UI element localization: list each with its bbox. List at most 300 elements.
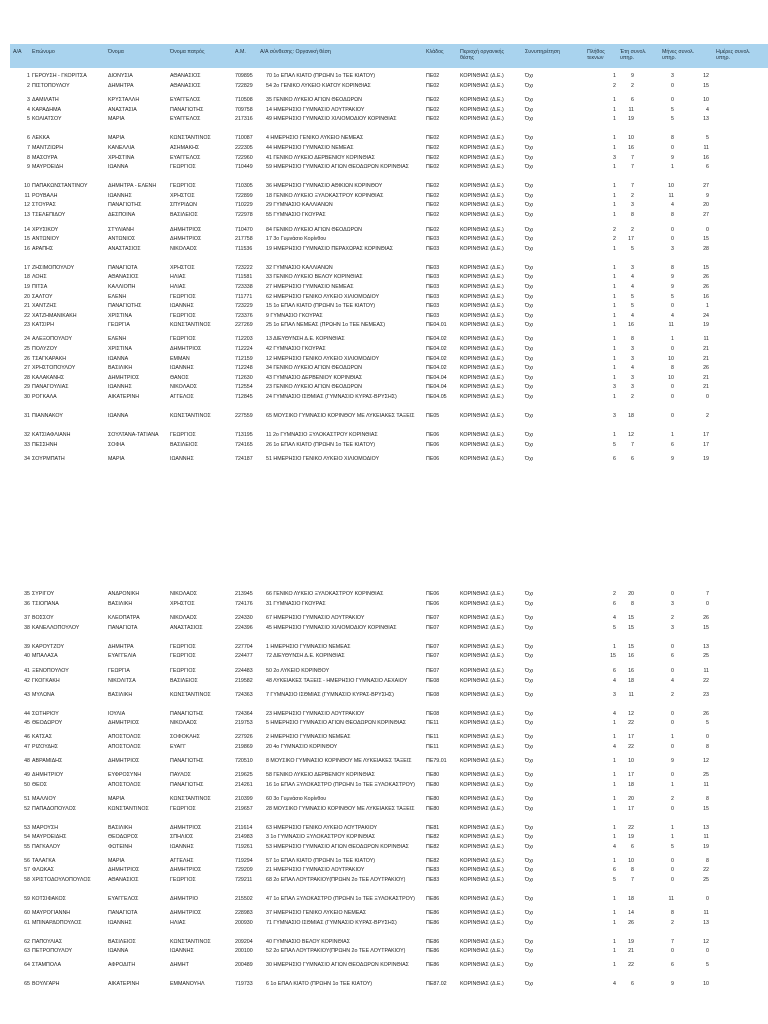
cell-aa: 32 <box>24 432 30 438</box>
cell-branch: ΠΕ08 <box>426 677 440 684</box>
cell-children: 1 <box>613 834 616 841</box>
cell-years: 2 <box>631 82 634 89</box>
cell-branch: ΠΕ06 <box>426 456 440 463</box>
cell-children: 1 <box>613 135 616 142</box>
cell-coexistence: Όχι <box>525 212 534 218</box>
cell-years: 19 <box>628 834 634 841</box>
cell-children: 3 <box>613 413 616 419</box>
cell-position: 27 ΗΜΕΡΗΣΙΟ ΓΥΜΝΑΣΙΟ ΝΕΜΕΑΣ <box>266 284 354 290</box>
cell-children: 1 <box>613 97 616 104</box>
cell-surname: ΡΟΥΒΑΛΗ <box>32 192 58 199</box>
cell-days: 8 <box>706 743 709 750</box>
cell-father-name: ΠΑΝΑΓΙΩΤΗΣ <box>170 758 204 765</box>
cell-father-name: ΚΩΝΣΤΑΝΤΙΝΟΣ <box>170 938 211 945</box>
cell-surname: ΘΕΟΣ <box>32 782 48 788</box>
cell-branch: ΠΕ82 <box>426 834 440 841</box>
cell-branch: ΠΕ05 <box>426 413 440 419</box>
cell-position: 44 ΗΜΕΡΗΣΙΟ ΓΥΜΝΑΣΙΟ ΝΕΜΕΑΣ <box>266 145 354 151</box>
cell-branch: ΠΕ07 <box>426 615 440 622</box>
cell-days: 11 <box>703 668 709 674</box>
header-coexistence: Συνυπηρέτηση <box>525 49 560 55</box>
cell-position: 42 ΓΥΜΝΑΣΙΟ ΓΚΟΥΡΑΣ <box>266 346 326 352</box>
cell-region: ΚΟΡΙΝΘΙΑΣ (Δ.Ε.) <box>460 758 504 765</box>
cell-days: 12 <box>703 938 709 945</box>
cell-years: 3 <box>631 374 634 381</box>
cell-children: 6 <box>613 456 616 463</box>
cell-name: ΒΑΣΙΛΙΚΗ <box>108 600 133 607</box>
cell-children: 4 <box>613 981 616 988</box>
cell-children: 1 <box>613 303 616 310</box>
cell-branch: ΠΕ04.02 <box>426 336 447 343</box>
cell-surname: ΜΠΑΛΑΣΑ <box>32 653 58 660</box>
cell-surname: ΔΗΜΗΤΡΙΟΥ <box>32 772 64 779</box>
cell-am: 711581 <box>235 274 253 281</box>
cell-name: ΔΕΣΠΟΙΝΑ <box>108 212 136 218</box>
cell-name: ΜΑΡΙΑ <box>108 857 125 864</box>
table-row <box>10 783 768 795</box>
cell-children: 1 <box>613 948 616 955</box>
cell-years: 19 <box>628 938 634 945</box>
cell-days: 19 <box>703 456 709 463</box>
cell-name: ΠΑΝΑΓΙΩΤΗΣ <box>108 202 142 209</box>
cell-years: 7 <box>631 183 634 190</box>
cell-am: 723229 <box>235 303 253 310</box>
cell-branch: ΠΕ11 <box>426 743 439 750</box>
cell-aa: 3 <box>27 97 30 104</box>
cell-branch: ΠΕ80 <box>426 796 440 802</box>
cell-months: 0 <box>671 236 674 243</box>
cell-aa: 27 <box>24 365 30 372</box>
cell-days: 0 <box>706 734 709 741</box>
cell-am: 723222 <box>235 264 253 271</box>
cell-region: ΚΟΡΙΝΘΙΑΣ (Δ.Ε.) <box>460 981 504 988</box>
cell-children: 2 <box>613 226 616 233</box>
cell-days: 0 <box>706 600 709 607</box>
cell-children: 1 <box>613 796 616 802</box>
cell-father-name: ΧΡΗΣΤΟΣ <box>170 600 195 607</box>
cell-region: ΚΟΡΙΝΘΙΑΣ (Δ.Ε.) <box>460 154 504 161</box>
cell-am: 224483 <box>235 668 253 674</box>
cell-father-name: ΚΩΝΣΤΑΝΤΙΝΟΣ <box>170 413 211 419</box>
cell-coexistence: Όχι <box>525 877 534 883</box>
cell-father-name: ΚΩΝΣΤΑΝΤΙΝΟΣ <box>170 135 211 142</box>
cell-aa: 46 <box>24 734 30 741</box>
cell-years: 8 <box>631 867 634 874</box>
cell-branch: ΠΕ04.04 <box>426 374 447 381</box>
cell-branch: ΠΕ04.02 <box>426 355 447 362</box>
cell-months: 0 <box>671 710 674 717</box>
cell-position: 26 1ο ΕΠΑΛ ΚΙΑΤΟ (ΠΡΩΗΝ 1ο ΤΕΕ ΚΙΑΤΟΥ) <box>266 441 375 448</box>
cell-days: 27 <box>703 212 709 218</box>
cell-aa: 35 <box>24 591 30 597</box>
cell-years: 6 <box>631 843 634 850</box>
cell-years: 8 <box>631 600 634 607</box>
cell-surname: ΠΙΣΤΟΠΟΥΛΟΥ <box>32 82 70 89</box>
cell-father-name: ΒΑΣΙΛΕΙΟΣ <box>170 677 198 684</box>
cell-position: 30 ΗΜΕΡΗΣΙΟ ΓΥΜΝΑΣΙΟ ΑΓΙΩΝ ΘΕΟΔΩΡΩΝ ΚΟΡΙΝΘΙΑΣ <box>266 962 409 969</box>
cell-days: 11 <box>703 782 709 788</box>
cell-surname: ΚΑΛΑΚΑΝΗΣ <box>32 374 65 381</box>
cell-am: 710508 <box>235 97 253 104</box>
cell-surname: ΚΑΝΕΛΛΟΠΟΥΛΟΥ <box>32 624 80 631</box>
cell-children: 4 <box>613 843 616 850</box>
cell-coexistence: Όχι <box>525 346 534 352</box>
cell-days: 5 <box>706 135 709 142</box>
cell-am: 712224 <box>235 346 253 352</box>
table-page-2 <box>10 592 768 1024</box>
cell-branch: ΠΕ07 <box>426 643 440 650</box>
cell-months: 0 <box>671 643 674 650</box>
cell-position: 84 ΓΕΝΙΚΟ ΛΥΚΕΙΟ ΑΓΙΩΝ ΘΕΟΔΩΡΩΝ <box>266 226 362 233</box>
cell-region: ΚΟΡΙΝΘΙΑΣ (Δ.Ε.) <box>460 591 504 597</box>
cell-surname: ΧΡΙΣΤΟΔΟΥΛΟΠΟΥΛΟΣ <box>32 877 91 883</box>
cell-father-name: ΝΙΚΟΛΑΟΣ <box>170 384 198 391</box>
cell-position: 53 ΗΜΕΡΗΣΙΟ ΓΥΜΝΑΣΙΟ ΑΓΙΩΝ ΘΕΟΔΩΡΩΝ ΚΟΡΙΝΘΙΑΣ <box>266 843 409 850</box>
cell-name: ΔΗΜΗΤΡΙΟΣ <box>108 867 140 874</box>
cell-aa: 11 <box>24 192 30 199</box>
cell-children: 6 <box>613 867 616 874</box>
cell-coexistence: Όχι <box>525 948 534 955</box>
cell-days: 21 <box>703 355 709 362</box>
cell-surname: ΣΟΥΡΜΠΑΤΗ <box>32 456 65 463</box>
cell-position: 3 1ο ΓΥΜΝΑΣΙΟ ΞΥΛΟΚΑΣΤΡΟΥ ΚΟΡΙΝΘΙΑΣ <box>266 834 376 841</box>
cell-aa: 9 <box>27 164 30 171</box>
cell-years: 6 <box>631 981 634 988</box>
cell-name: ΚΩΝΣΤΑΝΤΙΝΟΣ <box>108 805 149 812</box>
cell-name: ΙΩΑΝΝΗΣ <box>108 919 132 926</box>
cell-days: 25 <box>703 772 709 779</box>
cell-name: ΠΑΝΑΓΙΩΤΗΣ <box>108 303 142 310</box>
cell-months: 0 <box>671 743 674 750</box>
header-am: Α.Μ. <box>235 49 246 55</box>
cell-father-name: ΔΗΜΗΤΡΙΟΣ <box>170 824 202 831</box>
cell-am: 724187 <box>235 456 253 463</box>
cell-aa: 34 <box>24 456 30 463</box>
cell-am: 227559 <box>235 413 253 419</box>
cell-months: 3 <box>671 245 674 252</box>
cell-am: 712845 <box>235 394 253 400</box>
cell-am: 219582 <box>235 677 253 684</box>
cell-aa: 31 <box>24 413 30 419</box>
cell-months: 0 <box>671 384 674 391</box>
table-row <box>10 745 768 757</box>
cell-months: 7 <box>671 938 674 945</box>
cell-days: 11 <box>703 145 709 151</box>
cell-branch: ΠΕ86 <box>426 910 440 916</box>
cell-surname: ΑΛΕΞΟΠΟΥΛΟΥ <box>32 336 72 343</box>
cell-aa: 30 <box>24 394 30 400</box>
cell-surname: ΡΟΓΚΑΛΑ <box>32 394 57 400</box>
cell-father-name: ΚΩΝΣΤΑΝΤΙΝΟΣ <box>170 691 211 698</box>
cell-children: 1 <box>613 212 616 218</box>
table-row <box>10 807 768 819</box>
cell-months: 3 <box>671 600 674 607</box>
cell-region: ΚΟΡΙΝΘΙΑΣ (Δ.Ε.) <box>460 413 504 419</box>
cell-am: 724363 <box>235 691 253 698</box>
cell-region: ΚΟΡΙΝΘΙΑΣ (Δ.Ε.) <box>460 805 504 812</box>
cell-years: 22 <box>628 962 634 969</box>
cell-days: 15 <box>703 236 709 243</box>
cell-coexistence: Όχι <box>525 677 534 684</box>
cell-father-name: ΑΝΑΣΤΑΣΙΟΣ <box>170 624 203 631</box>
cell-branch: ΠΕ03 <box>426 236 440 243</box>
cell-years: 3 <box>631 346 634 352</box>
table-row <box>10 395 768 407</box>
cell-surname: ΓΕΡΟΥΣΗ - ΓΚΟΡΙΤΣΑ <box>32 73 87 79</box>
cell-father-name: ΓΕΩΡΓΙΟΣ <box>170 877 196 883</box>
cell-father-name: ΙΩΑΝΝΗΣ <box>170 456 194 463</box>
cell-branch: ΠΕ03 <box>426 284 440 290</box>
cell-region: ΚΟΡΙΝΘΙΑΣ (Δ.Ε.) <box>460 106 504 113</box>
cell-coexistence: Όχι <box>525 236 534 243</box>
cell-coexistence: Όχι <box>525 653 534 660</box>
cell-surname: ΠΑΝΑΓΟΥΛΙΑΣ <box>32 384 69 391</box>
cell-name: ΣΟΥΛΤΑΝΑ-ΤΑΤΙΑΝΑ <box>108 432 159 438</box>
cell-region: ΚΟΡΙΝΘΙΑΣ (Δ.Ε.) <box>460 600 504 607</box>
cell-branch: ΠΕ83 <box>426 867 440 874</box>
cell-aa: 37 <box>24 615 30 622</box>
cell-branch: ΠΕ02 <box>426 135 440 142</box>
cell-surname: ΚΟΤΣΙΦΑΚΟΣ <box>32 896 66 902</box>
cell-aa: 33 <box>24 441 30 448</box>
cell-children: 1 <box>613 106 616 113</box>
cell-children: 1 <box>613 758 616 765</box>
cell-name: ΒΑΣΙΛΙΚΗ <box>108 691 133 698</box>
cell-am: 219625 <box>235 772 253 779</box>
cell-aa: 5 <box>27 116 30 123</box>
cell-name: ΕΥΦΡΟΣΥΝΗ <box>108 772 142 779</box>
cell-branch: ΠΕ02 <box>426 73 440 79</box>
cell-region: ΚΟΡΙΝΘΙΑΣ (Δ.Ε.) <box>460 264 504 271</box>
cell-father-name: ΙΩΑΝΝΗΣ <box>170 843 194 850</box>
cell-father-name: ΓΕΩΡΓΙΟΣ <box>170 805 196 812</box>
cell-name: ΑΘΑΝΑΣΙΟΣ <box>108 877 139 883</box>
cell-position: 65 ΜΟΥΣΙΚΟ ΓΥΜΝΑΣΙΟ ΚΟΡΙΝΘΟΥ ΜΕ ΛΥΚΕΙΑΚΕΣ ΤΑΞΕΙΣ <box>266 413 415 419</box>
cell-days: 24 <box>703 312 709 319</box>
cell-am: 219753 <box>235 720 253 727</box>
cell-branch: ΠΕ07 <box>426 624 440 631</box>
cell-name: ΔΗΜΗΤΡΙΟΣ <box>108 720 140 727</box>
cell-children: 2 <box>613 82 616 89</box>
cell-coexistence: Όχι <box>525 843 534 850</box>
table-row <box>10 626 768 638</box>
cell-coexistence: Όχι <box>525 938 534 945</box>
cell-years: 17 <box>628 772 634 779</box>
cell-months: 0 <box>671 867 674 874</box>
cell-surname: ΠΕΣΣΗΝΗ <box>32 441 58 448</box>
cell-days: 8 <box>706 796 709 802</box>
cell-name: ΙΩΑΝΝΑ <box>108 413 129 419</box>
cell-name: ΑΝΑΣΤΑΣΙΟΣ <box>108 245 141 252</box>
cell-days: 0 <box>706 896 709 902</box>
cell-region: ΚΟΡΙΝΘΙΑΣ (Δ.Ε.) <box>460 919 504 926</box>
cell-region: ΚΟΡΙΝΘΙΑΣ (Δ.Ε.) <box>460 303 504 310</box>
cell-region: ΚΟΡΙΝΘΙΑΣ (Δ.Ε.) <box>460 896 504 902</box>
cell-position: 33 ΓΕΝΙΚΟ ΛΥΚΕΙΟ ΒΕΛΟΥ ΚΟΡΙΝΘΙΑΣ <box>266 274 363 281</box>
cell-region: ΚΟΡΙΝΘΙΑΣ (Δ.Ε.) <box>460 135 504 142</box>
cell-am: 209204 <box>235 938 253 945</box>
cell-surname: ΦΛΩΚΑΣ <box>32 867 55 874</box>
table-row <box>10 443 768 455</box>
cell-surname: ΜΑΥΡΟΕΙΔΗ <box>32 164 64 171</box>
cell-days: 22 <box>703 867 709 874</box>
cell-years: 3 <box>631 384 634 391</box>
cell-days: 0 <box>706 226 709 233</box>
cell-name: ΔΗΜΗΤΡΑ <box>108 82 134 89</box>
cell-years: 20 <box>628 591 634 597</box>
cell-surname: ΠΑΠΟΥΛΙΑΣ <box>32 938 63 945</box>
cell-years: 16 <box>628 322 634 329</box>
cell-position: 23 ΗΜΕΡΗΣΙΟ ΓΥΜΝΑΣΙΟ ΛΟΥΤΡΑΚΙΟΥ <box>266 710 365 717</box>
cell-father-name: ΔΗΜΗΤΡΙΟΣ <box>170 236 202 243</box>
cell-name: ΙΩΑΝΝΑ <box>108 948 129 955</box>
cell-days: 9 <box>706 192 709 199</box>
cell-coexistence: Όχι <box>525 365 534 372</box>
cell-name: ΣΤΥΛΙΑΝΗ <box>108 226 134 233</box>
cell-region: ΚΟΡΙΝΘΙΑΣ (Δ.Ε.) <box>460 743 504 750</box>
cell-children: 1 <box>613 284 616 290</box>
cell-months: 0 <box>671 948 674 955</box>
cell-position: 1 ΗΜΕΡΗΣΙΟ ΓΥΜΝΑΣΙΟ ΝΕΜΕΑΣ <box>266 643 351 650</box>
cell-branch: ΠΕ02 <box>426 164 440 171</box>
cell-position: 29 ΓΥΜΝΑΣΙΟ ΚΑΛΛΙΑΝΩΝ <box>266 202 333 209</box>
cell-position: 4 ΗΜΕΡΗΣΙΟ ΓΕΝΙΚΟ ΛΥΚΕΙΟ ΝΕΜΕΑΣ <box>266 135 364 142</box>
table-row <box>10 84 768 96</box>
cell-position: 50 2ο ΛΥΚΕΙΟ ΚΟΡΙΝΘΟΥ <box>266 668 330 674</box>
cell-children: 1 <box>613 73 616 79</box>
cell-name: ΑΠΟΣΤΟΛΟΣ <box>108 782 141 788</box>
cell-years: 20 <box>628 796 634 802</box>
cell-am: 713195 <box>235 432 253 438</box>
cell-father-name: ΚΩΝΣΤΑΝΤΙΝΟΣ <box>170 796 211 802</box>
cell-position: 19 ΗΜΕΡΗΣΙΟ ΓΥΜΝΑΣΙΟ ΠΕΡΑΧΩΡΑΣ ΚΟΡΙΝΘΙΑΣ <box>266 245 394 252</box>
cell-am: 729209 <box>235 867 253 874</box>
cell-months: 9 <box>671 154 674 161</box>
cell-region: ΚΟΡΙΝΘΙΑΣ (Δ.Ε.) <box>460 782 504 788</box>
cell-children: 1 <box>613 720 616 727</box>
cell-position: 43 ΓΥΜΝΑΣΙΟ ΔΕΡΒΕΝΙΟΥ ΚΟΡΙΝΘΙΑΣ <box>266 374 363 381</box>
cell-branch: ΠΕ02 <box>426 116 440 123</box>
cell-coexistence: Όχι <box>525 896 534 902</box>
cell-children: 1 <box>613 643 616 650</box>
cell-coexistence: Όχι <box>525 145 534 151</box>
cell-name: ΑΦΡΟΔΙΤΗ <box>108 962 136 969</box>
cell-months: 2 <box>671 919 674 926</box>
cell-aa: 62 <box>24 938 30 945</box>
cell-father-name: ΕΥΑΓΓΕΛΟΣ <box>170 97 201 104</box>
cell-surname: ΘΕΟΔΩΡΟΥ <box>32 720 63 727</box>
cell-years: 3 <box>631 202 634 209</box>
cell-children: 1 <box>613 183 616 190</box>
cell-father-name: ΒΑΣΙΛΕΙΟΣ <box>170 212 198 218</box>
cell-surname: ΜΑΝΤΖΙΩΡΗ <box>32 145 64 151</box>
cell-coexistence: Όχι <box>525 834 534 841</box>
cell-branch: ΠΕ11 <box>426 720 439 727</box>
cell-branch: ΠΕ86 <box>426 896 440 902</box>
cell-children: 1 <box>613 374 616 381</box>
cell-months: 0 <box>671 145 674 151</box>
cell-region: ΚΟΡΙΝΘΙΑΣ (Δ.Ε.) <box>460 948 504 955</box>
header-branch: Κλάδος <box>426 49 444 55</box>
cell-coexistence: Όχι <box>525 919 534 926</box>
cell-name: ΑΙΚΑΤΕΡΙΝΗ <box>108 981 140 988</box>
cell-months: 0 <box>671 668 674 674</box>
cell-region: ΚΟΡΙΝΘΙΑΣ (Δ.Ε.) <box>460 365 504 372</box>
cell-am: 712630 <box>235 374 253 381</box>
cell-branch: ΠΕ07 <box>426 653 440 660</box>
cell-surname: ΜΥΛΩΝΑ <box>32 691 55 698</box>
cell-coexistence: Όχι <box>525 274 534 281</box>
cell-years: 14 <box>628 910 634 916</box>
cell-father-name: ΕΥΑΓΓΕΛΟΣ <box>170 116 201 123</box>
cell-days: 1 <box>706 303 709 310</box>
cell-aa: 50 <box>24 782 30 788</box>
cell-region: ΚΟΡΙΝΘΙΑΣ (Δ.Ε.) <box>460 691 504 698</box>
cell-surname: ΜΑΛΛΙΟΥ <box>32 796 56 802</box>
cell-coexistence: Όχι <box>525 432 534 438</box>
cell-coexistence: Όχι <box>525 116 534 123</box>
cell-surname: ΚΑΤΣΙΑΦΛΙΑΝΗ <box>32 432 71 438</box>
cell-days: 23 <box>703 691 709 698</box>
cell-aa: 40 <box>24 653 30 660</box>
cell-region: ΚΟΡΙΝΘΙΑΣ (Δ.Ε.) <box>460 857 504 864</box>
cell-am: 222305 <box>235 145 253 151</box>
cell-days: 19 <box>703 322 709 329</box>
cell-months: 1 <box>671 824 674 831</box>
cell-am: 724364 <box>235 710 253 717</box>
cell-name: ΧΡΙΣΤΙΝΑ <box>108 312 132 319</box>
cell-position: 11 2ο ΓΥΜΝΑΣΙΟ ΞΥΛΟΚΑΣΤΡΟΥ ΚΟΡΙΝΘΙΑΣ <box>266 432 378 438</box>
cell-months: 10 <box>668 183 674 190</box>
cell-father-name: ΕΥΑΓΓΕΛΟΣ <box>170 154 201 161</box>
cell-days: 22 <box>703 677 709 684</box>
cell-am: 710087 <box>235 135 253 142</box>
cell-name: ΕΥΑΓΓΕΛΟΣ <box>108 896 139 902</box>
cell-region: ΚΟΡΙΝΘΙΑΣ (Δ.Ε.) <box>460 82 504 89</box>
cell-position: 13 ΔΙΕΥΘΥΝΣΗ Δ.Ε. ΚΟΡΙΝΘΙΑΣ <box>266 336 345 343</box>
cell-years: 5 <box>631 245 634 252</box>
cell-name: ΙΩΑΝΝΗΣ <box>108 192 132 199</box>
cell-father-name: ΣΠΗΛΙΟΣ <box>170 834 194 841</box>
cell-position: 67 ΗΜΕΡΗΣΙΟ ΓΥΜΝΑΣΙΟ ΛΟΥΤΡΑΚΙΟΥ <box>266 615 365 622</box>
cell-years: 17 <box>628 236 634 243</box>
cell-region: ΚΟΡΙΝΘΙΑΣ (Δ.Ε.) <box>460 284 504 290</box>
cell-months: 0 <box>671 394 674 400</box>
cell-aa: 42 <box>24 677 30 684</box>
cell-surname: ΜΑΥΡΟΕΙΔΗΣ <box>32 834 67 841</box>
cell-children: 1 <box>613 336 616 343</box>
cell-surname: ΜΑΡΟΥΣΗ <box>32 824 59 831</box>
cell-months: 9 <box>671 456 674 463</box>
cell-region: ΚΟΡΙΝΘΙΑΣ (Δ.Ε.) <box>460 867 504 874</box>
cell-region: ΚΟΡΙΝΘΙΑΣ (Δ.Ε.) <box>460 192 504 199</box>
cell-aa: 64 <box>24 962 30 969</box>
cell-coexistence: Όχι <box>525 796 534 802</box>
cell-branch: ΠΕ02 <box>426 226 440 233</box>
cell-position: 24 ΓΥΜΝΑΣΙΟ ΙΣΘΜΙΑΣ (ΓΥΜΝΑΣΙΟ ΚΥΡΑΣ-ΒΡΥΣΗΣ) <box>266 394 397 400</box>
cell-months: 0 <box>671 877 674 883</box>
cell-days: 13 <box>703 116 709 123</box>
cell-surname: ΒΟΣΣΟΥ <box>32 615 54 622</box>
cell-years: 15 <box>628 643 634 650</box>
cell-position: 63 ΗΜΕΡΗΣΙΟ ΓΕΝΙΚΟ ΛΥΚΕΙΟ ΛΟΥΤΡΑΚΙΟΥ <box>266 824 378 831</box>
cell-position: 20 4ο ΓΥΜΝΑΣΙΟ ΚΟΡΙΝΘΟΥ <box>266 743 338 750</box>
cell-position: 17 3ο Γυμνάσιο Κορίνθου <box>266 236 327 243</box>
cell-name: ΑΝΔΡΟΝΙΚΗ <box>108 591 140 597</box>
cell-aa: 39 <box>24 643 30 650</box>
table-row <box>10 323 768 335</box>
header-days: Ημέρες συνολ. υπηρ. <box>716 49 751 61</box>
